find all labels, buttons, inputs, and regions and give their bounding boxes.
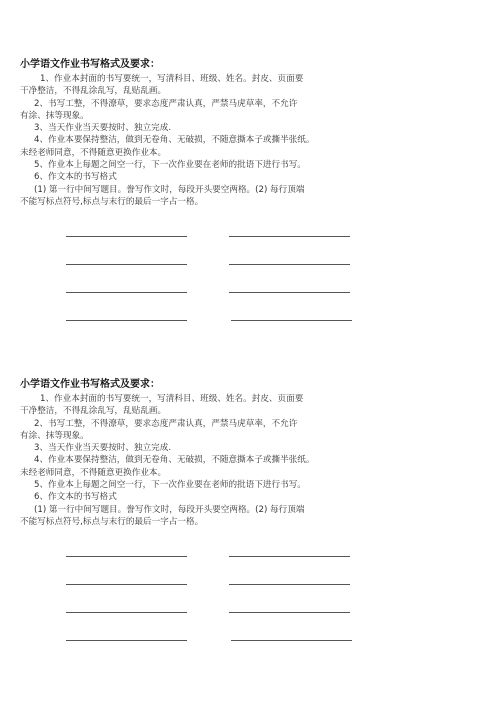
blank-writing-line [66,584,187,585]
rule-line: 1、作业本封面的书写要统一，写清科目、班级、姓名。封皮、页面要 [40,394,304,404]
blank-writing-line [66,320,187,321]
blank-writing-line [229,556,350,557]
rule-line: 6、作文本的书写格式 [34,492,117,503]
rule-line: 干净整洁，不得乱涂乱写，乱贴乱画。 [20,86,167,97]
blank-writing-line [229,236,350,237]
section-title: 小学语文作业书写格式及要求： [20,379,160,390]
rule-line: 3、当天作业当天要按时、独立完成. [34,123,172,134]
rule-line: 4、作业本要保持整洁，做到无卷角、无破损，不随意撕本子或撕半张纸。 [34,135,315,146]
rule-line: 3、当天作业当天要按时、独立完成. [34,443,172,454]
blank-writing-line [66,236,187,237]
blank-writing-line [229,292,350,293]
rule-line: 6、作文本的书写格式 [34,172,117,183]
rule-line: 4、作业本要保持整洁，做到无卷角、无破损，不随意撕本子或撕半张纸。 [34,455,315,466]
rule-line: (1) 第一行中间写题目。誊写作文时，每段开头要空两格。(2) 每行顶端 [34,184,305,195]
requirements-section-2 [20,378,480,654]
blank-writing-line [231,320,352,321]
blank-writing-line [66,264,187,265]
rule-line: 5、作业本上每题之间空一行，下一次作业要在老师的批语下进行书写。 [34,480,306,491]
blank-writing-line [229,612,350,613]
rule-line: 2、书写工整，不得潦草，要求态度严肃认真，严禁马虎草率，不允许 [34,98,298,109]
rule-line: 1、作业本封面的书写要统一，写清科目、班级、姓名。封皮、页面要 [40,74,304,84]
blank-writing-line [231,640,352,641]
rule-line: 未经老师同意，不得随意更换作业本。 [20,147,167,158]
requirements-section-1 [20,58,480,334]
blank-writing-line [229,584,350,585]
section-title: 小学语文作业书写格式及要求： [20,59,160,70]
rule-line: 有涂、抹等现象。 [20,110,89,121]
blank-writing-line [229,264,350,265]
rule-line: 不能写标点符号,标点与末行的最后一字占一格。 [20,196,204,207]
rule-line: 不能写标点符号,标点与末行的最后一字占一格。 [20,516,204,527]
rule-line: 未经老师同意，不得随意更换作业本。 [20,467,167,478]
writing-lines [20,544,480,654]
rule-line: 2、书写工整，不得潦草，要求态度严肃认真，严禁马虎草率，不允许 [34,418,298,429]
rule-line: 5、作业本上每题之间空一行，下一次作业要在老师的批语下进行书写。 [34,160,306,171]
blank-writing-line [66,292,187,293]
blank-writing-line [66,640,187,641]
writing-lines [20,224,480,334]
rule-line: (1) 第一行中间写题目。誊写作文时，每段开头要空两格。(2) 每行顶端 [34,504,305,515]
blank-writing-line [66,612,187,613]
rule-line: 有涂、抹等现象。 [20,430,89,441]
rule-line: 干净整洁，不得乱涂乱写，乱贴乱画。 [20,406,167,417]
blank-writing-line [66,556,187,557]
